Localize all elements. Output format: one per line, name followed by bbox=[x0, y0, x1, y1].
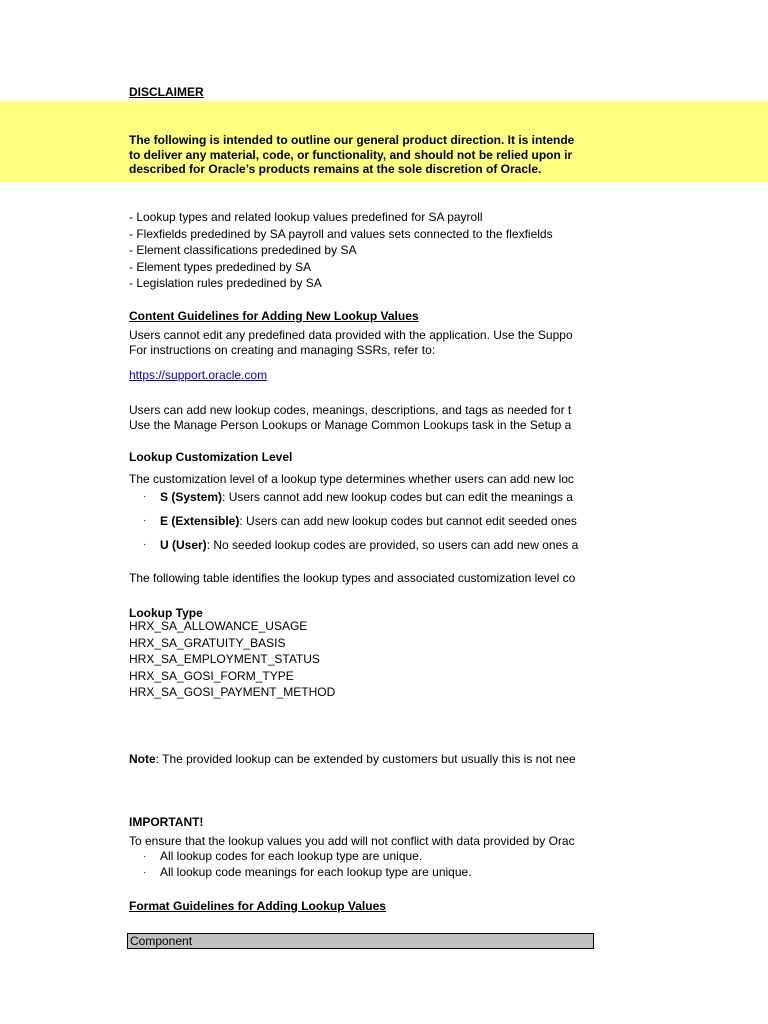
important-intro: To ensure that the lookup values you add will not conflict with data provided by Orac bbox=[129, 834, 575, 848]
note-label: Note bbox=[129, 752, 156, 766]
disclaimer-line: to deliver any material, code, or functionality, and should not be relied upon ir bbox=[129, 148, 573, 162]
bullet-icon: · bbox=[143, 539, 147, 550]
disclaimer-line: described for Oracle’s products remains at the sole discretion of Oracle. bbox=[129, 162, 542, 176]
customization-heading: Lookup Customization Level bbox=[129, 450, 293, 464]
level-term: E (Extensible) bbox=[160, 514, 240, 528]
lookup-type-item: HRX_SA_GRATUITY_BASIS bbox=[129, 636, 286, 650]
predefined-item: - Legislation rules prededined by SA bbox=[129, 276, 322, 290]
predefined-item: - Element classifications prededined by SA bbox=[129, 243, 357, 257]
customization-level-item bbox=[160, 514, 594, 528]
lookup-type-item: HRX_SA_GOSI_FORM_TYPE bbox=[129, 669, 294, 683]
disclaimer-heading: DISCLAIMER bbox=[129, 85, 204, 99]
support-link[interactable]: https://support.oracle.com bbox=[129, 368, 268, 382]
level-desc: : No seeded lookup codes are provided, so users can add new ones a bbox=[206, 538, 579, 552]
important-item: All lookup codes for each lookup type are unique. bbox=[160, 849, 423, 863]
content-guidelines-text: Users can add new lookup codes, meanings, descriptions, and tags as needed for t bbox=[129, 403, 572, 417]
lookup-type-item: HRX_SA_EMPLOYMENT_STATUS bbox=[129, 652, 320, 666]
content-guidelines-heading: Content Guidelines for Adding New Lookup Values bbox=[129, 309, 419, 323]
lookup-type-item: HRX_SA_ALLOWANCE_USAGE bbox=[129, 619, 308, 633]
table-intro: The following table identifies the lookup types and associated customization level co bbox=[129, 571, 576, 585]
level-desc: : Users cannot add new lookup codes but can edit the meanings a bbox=[222, 490, 573, 504]
note-text: : The provided lookup can be extended by customers but usually this is not nee bbox=[155, 752, 576, 766]
level-term: U (User) bbox=[160, 538, 207, 552]
customization-intro: The customization level of a lookup type determines whether users can add new loc bbox=[129, 472, 574, 486]
bullet-icon: · bbox=[143, 515, 147, 526]
content-guidelines-text: For instructions on creating and managing SSRs, refer to: bbox=[129, 343, 436, 357]
format-guidelines-heading: Format Guidelines for Adding Lookup Values bbox=[129, 899, 386, 913]
level-desc: : Users can add new lookup codes but cannot edit seeded ones bbox=[239, 514, 577, 528]
level-term: S (System) bbox=[160, 490, 223, 504]
customization-level-item bbox=[160, 490, 594, 504]
lookup-type-heading: Lookup Type bbox=[129, 606, 203, 620]
bullet-icon: · bbox=[143, 867, 147, 878]
predefined-item: - Flexfields prededined by SA payroll and values sets connected to the flexfields bbox=[129, 227, 553, 241]
predefined-item: - Lookup types and related lookup values predefined for SA payroll bbox=[129, 210, 483, 224]
important-heading: IMPORTANT! bbox=[129, 815, 204, 829]
bullet-icon: · bbox=[143, 491, 147, 502]
table-header-component: Component bbox=[127, 933, 594, 949]
predefined-item: - Element types prededined by SA bbox=[129, 260, 312, 274]
note bbox=[129, 751, 594, 767]
bullet-icon: · bbox=[143, 851, 147, 862]
lookup-type-item: HRX_SA_GOSI_PAYMENT_METHOD bbox=[129, 685, 336, 699]
disclaimer-line: The following is intended to outline our general product direction. It is intende bbox=[129, 133, 575, 147]
customization-level-item bbox=[160, 538, 594, 552]
content-guidelines-text: Users cannot edit any predefined data provided with the application. Use the Suppo bbox=[129, 328, 573, 342]
content-guidelines-text: Use the Manage Person Lookups or Manage Common Lookups task in the Setup a bbox=[129, 418, 572, 432]
important-item: All lookup code meanings for each lookup type are unique. bbox=[160, 865, 472, 879]
